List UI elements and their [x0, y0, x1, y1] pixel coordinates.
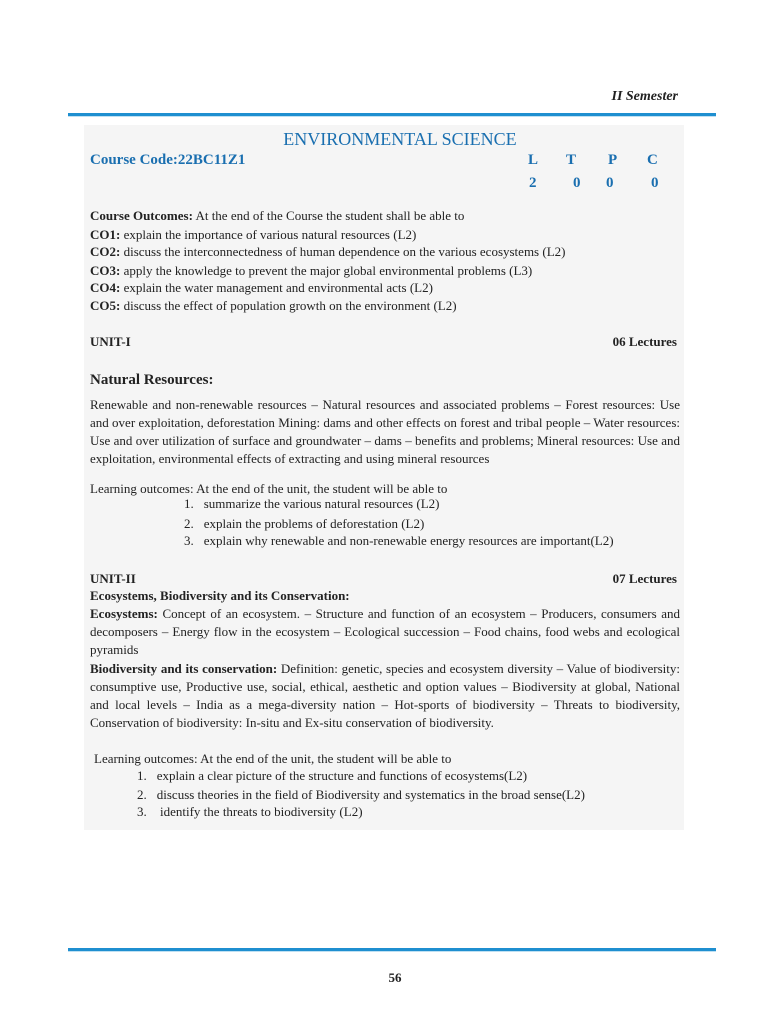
list-number: 2. — [137, 787, 147, 802]
unit2-lectures: 07 Lectures — [612, 571, 677, 586]
unit2-learning-item — [137, 786, 585, 803]
ecosystems-label: Ecosystems: — [90, 606, 158, 621]
biodiversity-text: Definition: genetic, species and ecosystem diversity – Value of biodiversity: consumptive use, Productive use, social, ethical, aesthetic and option values – Biodiversity at global, National and local levels – India as a mega-diversity nation – Hot-sports of biodiversity – Threats to biodiversity, Conservation of biodiversity: In-situ and Ex-situ conservation of biodiversity. — [90, 661, 680, 730]
list-text: identify the threats to biodiversity (L2) — [156, 804, 363, 819]
list-number: 3. — [137, 804, 147, 819]
unit2-name: UNIT-II — [90, 571, 136, 586]
header-rule — [68, 113, 716, 116]
outcome-item — [90, 243, 565, 260]
ltpc-label-l: L — [528, 152, 539, 168]
outcome-item — [90, 262, 532, 279]
list-number: 2. — [184, 516, 194, 531]
outcome-label: CO1: — [90, 227, 121, 242]
semester-label: II Semester — [611, 89, 678, 104]
biodiversity-label: Biodiversity and its conservation: — [90, 661, 278, 676]
list-text: explain a clear picture of the structure and functions of ecosystems(L2) — [156, 768, 528, 783]
outcome-text: apply the knowledge to prevent the major global environmental problems (L3) — [120, 263, 533, 278]
outcome-item — [90, 297, 457, 314]
outcome-label: CO5: — [90, 298, 121, 313]
ltpc-label-p: P — [608, 152, 618, 168]
ltpc-value-l: 2 — [529, 175, 537, 191]
ltpc-value-t: 0 — [573, 175, 581, 191]
unit1-learning-item — [184, 495, 439, 512]
unit2-learning-item — [137, 767, 527, 784]
course-title: ENVIRONMENTAL SCIENCE — [283, 129, 517, 149]
unit1-lectures: 06 Lectures — [612, 334, 677, 349]
unit2-learning-intro: Learning outcomes: At the end of the unit, the student will be able to — [94, 751, 452, 766]
outcome-text: discuss the interconnectedness of human dependence on the various ecosystems (L2) — [120, 244, 566, 259]
page-number: 56 — [388, 970, 402, 985]
list-text: discuss theories in the field of Biodiversity and systematics in the broad sense(L2) — [156, 787, 585, 802]
unit1-body: Renewable and non-renewable resources – Natural resources and associated problems – Forest resources: Use and over exploitation, deforestation Mining: dams and other effects on forest and tribal people – Water resources: Use and over utilization of surface and groundwater – dams – benefits and problems; Mineral resources: Use and exploitation, environmental effects of extracting and using mineral resources — [90, 397, 680, 466]
unit1-heading: Natural Resources: — [90, 372, 214, 388]
ltpc-label-t: T — [566, 152, 577, 168]
ltpc-label-c: C — [647, 152, 658, 168]
outcome-text: discuss the effect of population growth on the environment (L2) — [120, 298, 457, 313]
course-outcomes-intro — [90, 207, 464, 224]
outcome-text: explain the importance of various natural resources (L2) — [120, 227, 417, 242]
unit2-ecosystems — [90, 605, 680, 659]
list-number: 3. — [184, 533, 194, 548]
list-number: 1. — [137, 768, 147, 783]
footer-rule — [68, 948, 716, 951]
ltpc-value-p: 0 — [606, 175, 614, 191]
ltpc-value-c: 0 — [651, 175, 659, 191]
ltpc-value-row — [0, 175, 768, 195]
unit2-heading: Ecosystems, Biodiversity and its Conservation: — [90, 588, 350, 603]
outcome-item — [90, 226, 416, 243]
list-number: 1. — [184, 496, 194, 511]
ltpc-header-row — [0, 152, 768, 172]
unit1-learning-item — [184, 515, 424, 532]
course-code: Course Code:22BC11Z1 — [90, 152, 246, 168]
outcome-text: explain the water management and environmental acts (L2) — [120, 280, 433, 295]
outcome-item — [90, 279, 433, 296]
outcome-label: CO3: — [90, 263, 121, 278]
ecosystems-text: Concept of an ecosystem. – Structure and function of an ecosystem – Producers, consumers and decomposers – Energy flow in the ecosystem – Ecological succession – Food chains, food webs and ecological pyramids — [90, 606, 680, 657]
unit2-biodiversity — [90, 660, 680, 732]
unit1-learning-intro: Learning outcomes: At the end of the unit, the student will be able to — [90, 481, 448, 496]
outcome-label: CO4: — [90, 280, 121, 295]
list-text: summarize the various natural resources (L2) — [203, 496, 440, 511]
list-text: explain the problems of deforestation (L2) — [203, 516, 425, 531]
list-text: explain why renewable and non-renewable energy resources are important(L2) — [203, 533, 614, 548]
course-outcomes-text: At the end of the Course the student shall be able to — [192, 208, 465, 223]
unit1-name: UNIT-I — [90, 334, 131, 349]
outcome-label: CO2: — [90, 244, 121, 259]
course-outcomes-label: Course Outcomes: — [90, 208, 193, 223]
unit2-learning-item — [137, 803, 363, 820]
unit1-learning-item — [184, 532, 614, 549]
